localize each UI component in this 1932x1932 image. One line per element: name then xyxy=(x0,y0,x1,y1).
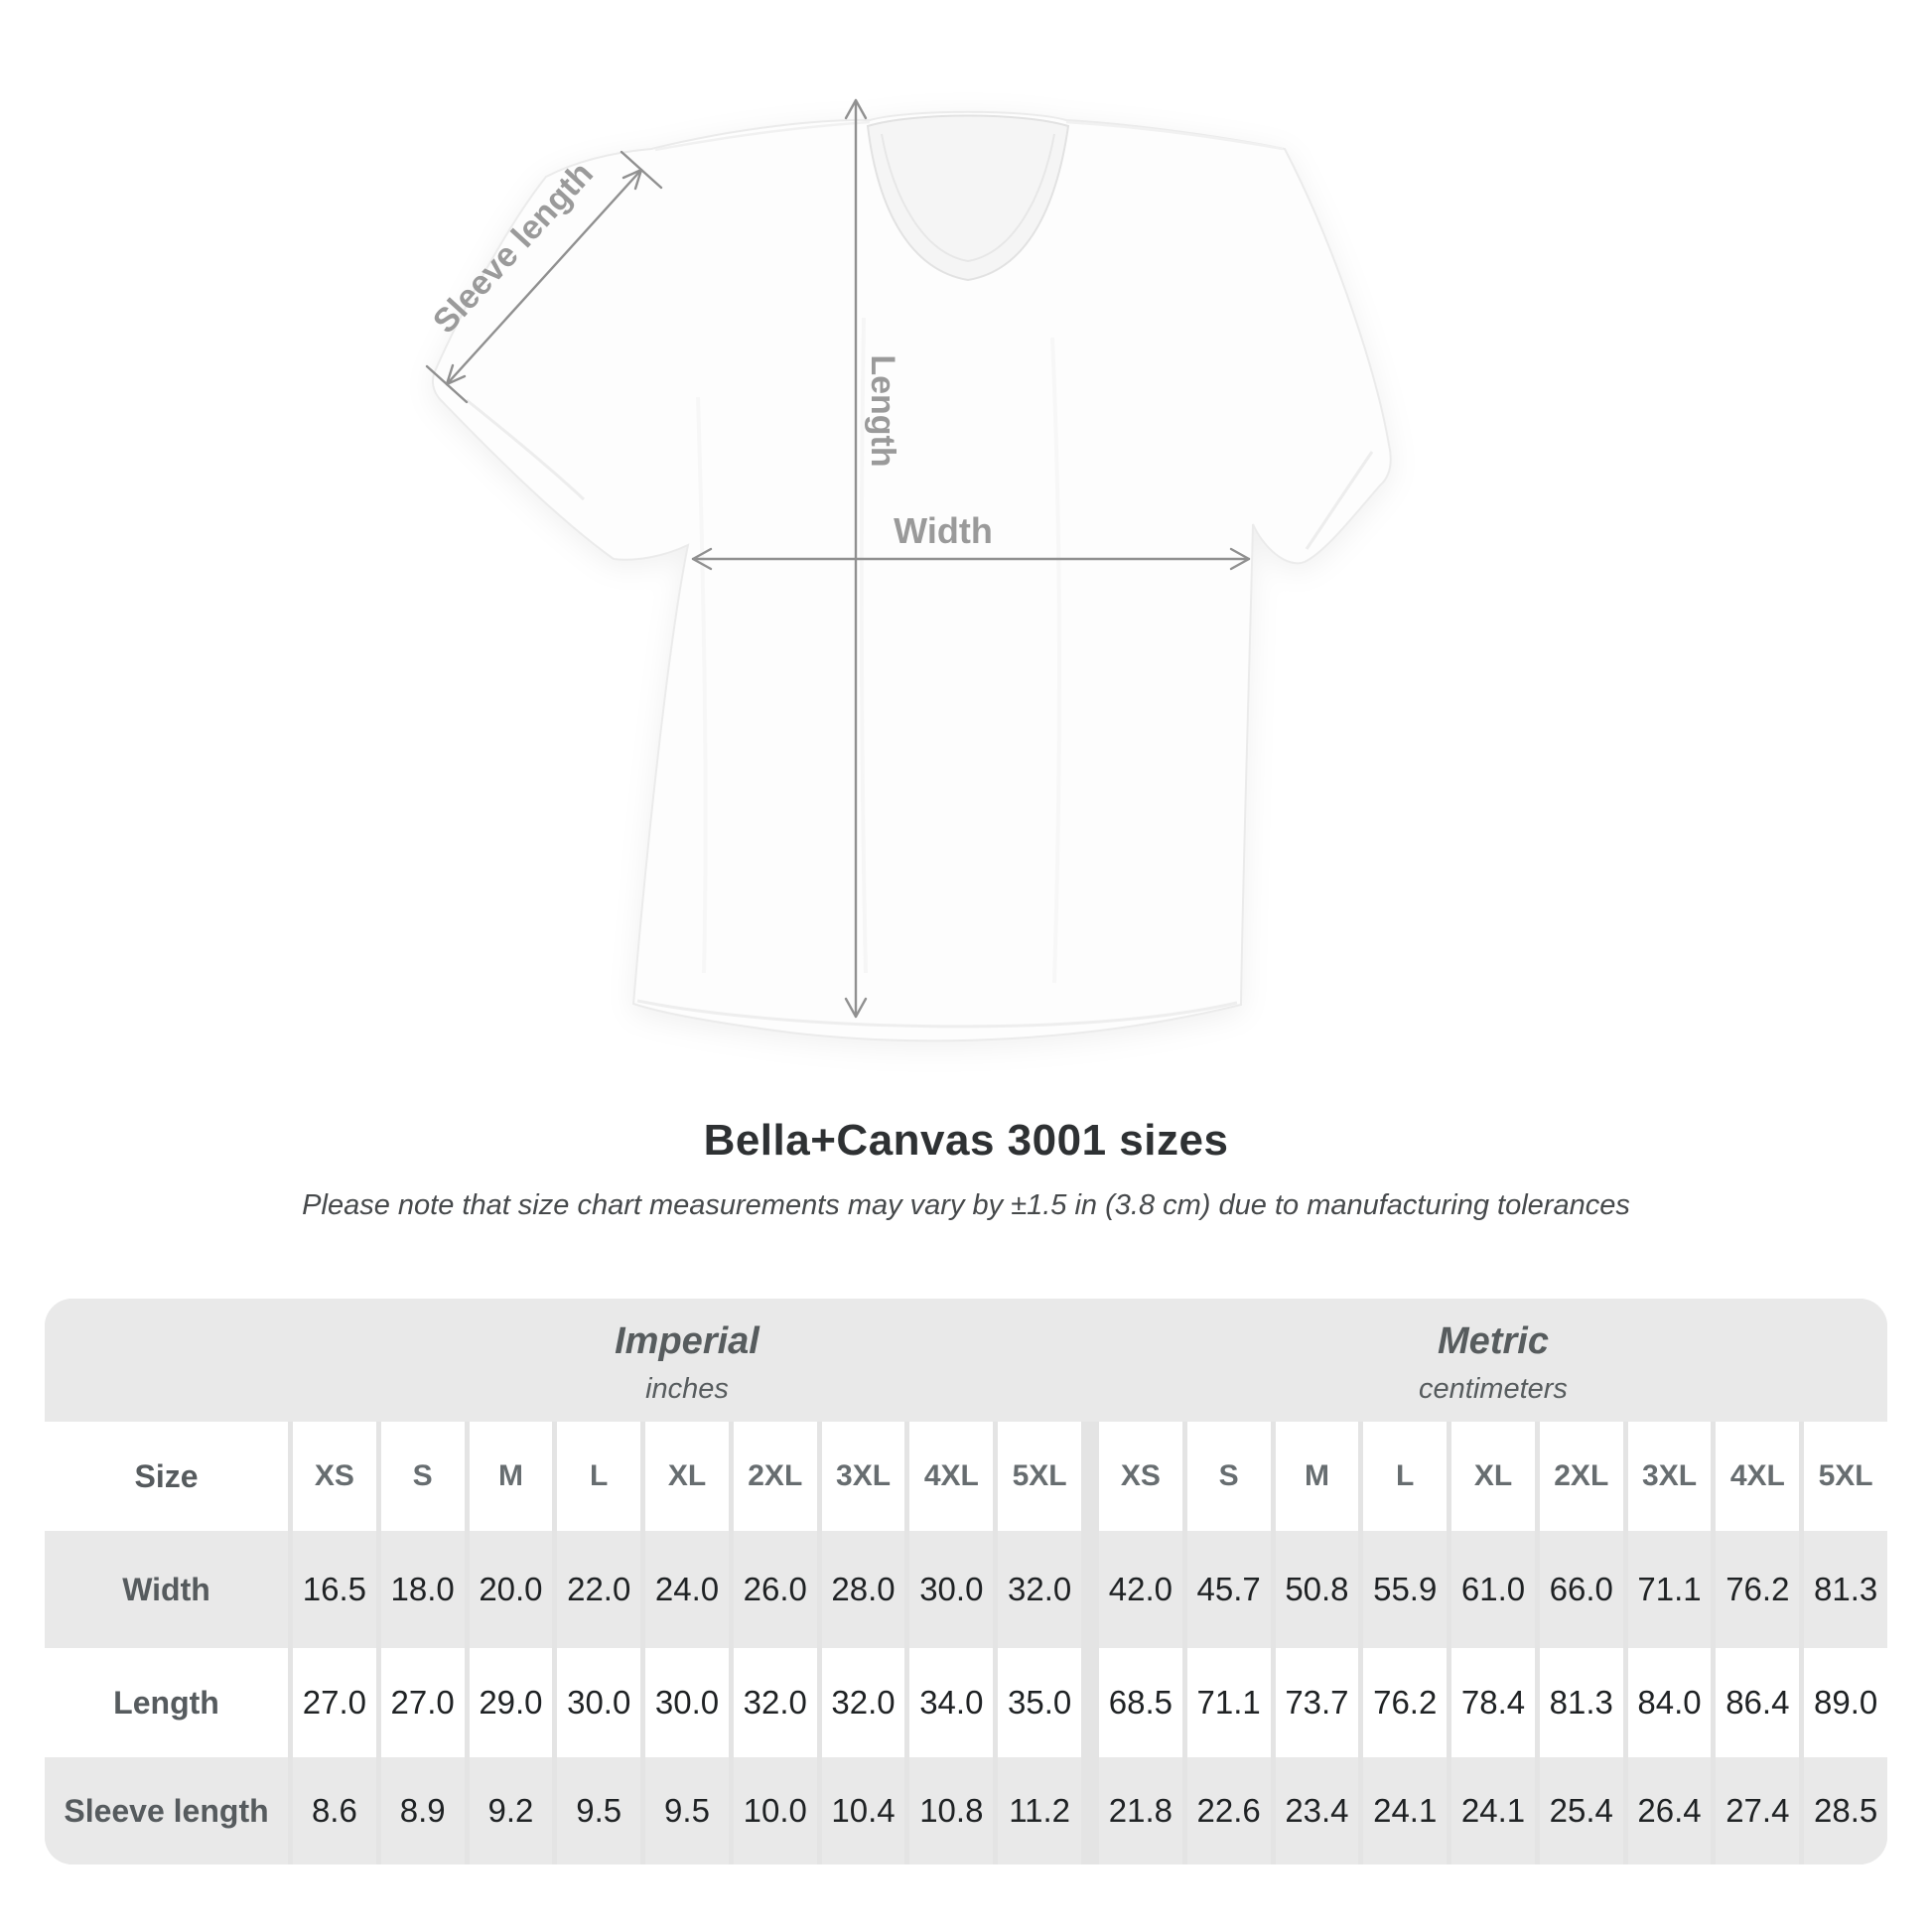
size-header-metric-s: S xyxy=(1187,1422,1271,1531)
sleeve-length-row-label: Sleeve length xyxy=(45,1757,288,1864)
length-metric-3xl: 84.0 xyxy=(1628,1648,1712,1757)
width-metric-m: 50.8 xyxy=(1276,1531,1359,1648)
size-header-metric-5xl: 5XL xyxy=(1804,1422,1887,1531)
sleeve-imperial-5xl: 11.2 xyxy=(998,1757,1081,1864)
size-header-imperial-l: L xyxy=(557,1422,640,1531)
length-row-label: Length xyxy=(45,1648,288,1757)
group-divider xyxy=(1086,1757,1094,1864)
sleeve-imperial-m: 9.2 xyxy=(470,1757,553,1864)
length-metric-xl: 78.4 xyxy=(1451,1648,1535,1757)
imperial-unit-label: inches xyxy=(645,1373,729,1405)
size-chart-table xyxy=(45,1299,1887,1864)
imperial-group-header xyxy=(293,1299,1081,1422)
sleeve-imperial-2xl: 10.0 xyxy=(734,1757,817,1864)
length-metric-l: 76.2 xyxy=(1363,1648,1447,1757)
sleeve-imperial-l: 9.5 xyxy=(557,1757,640,1864)
size-header-imperial-4xl: 4XL xyxy=(909,1422,993,1531)
size-column-header: Size xyxy=(45,1422,288,1531)
length-label: Length xyxy=(864,354,901,468)
size-header-metric-xs: XS xyxy=(1099,1422,1182,1531)
size-header-imperial-xl: XL xyxy=(645,1422,729,1531)
tolerance-note: Please note that size chart measurements may vary by ±1.5 in (3.8 cm) due to manufacturing tolerances xyxy=(302,1189,1630,1221)
sleeve-imperial-3xl: 10.4 xyxy=(822,1757,905,1864)
tshirt-body xyxy=(433,112,1391,1041)
metric-label: Metric xyxy=(1438,1320,1549,1362)
width-metric-s: 45.7 xyxy=(1187,1531,1271,1648)
width-imperial-3xl: 28.0 xyxy=(822,1531,905,1648)
length-imperial-4xl: 34.0 xyxy=(909,1648,993,1757)
group-divider xyxy=(1086,1531,1094,1648)
width-row-label: Width xyxy=(45,1531,288,1648)
width-imperial-5xl: 32.0 xyxy=(998,1531,1081,1648)
size-header-imperial-5xl: 5XL xyxy=(998,1422,1081,1531)
group-divider xyxy=(1086,1648,1094,1757)
length-imperial-s: 27.0 xyxy=(381,1648,465,1757)
sleeve-metric-4xl: 27.4 xyxy=(1716,1757,1799,1864)
sleeve-metric-s: 22.6 xyxy=(1187,1757,1271,1864)
sleeve-length-label: Sleeve length xyxy=(425,154,601,342)
length-imperial-5xl: 35.0 xyxy=(998,1648,1081,1757)
sleeve-imperial-xl: 9.5 xyxy=(645,1757,729,1864)
size-header-imperial-3xl: 3XL xyxy=(822,1422,905,1531)
sleeve-metric-3xl: 26.4 xyxy=(1628,1757,1712,1864)
length-metric-4xl: 86.4 xyxy=(1716,1648,1799,1757)
width-metric-4xl: 76.2 xyxy=(1716,1531,1799,1648)
length-metric-2xl: 81.3 xyxy=(1540,1648,1623,1757)
width-metric-2xl: 66.0 xyxy=(1540,1531,1623,1648)
width-imperial-m: 20.0 xyxy=(470,1531,553,1648)
sleeve-imperial-xs: 8.6 xyxy=(293,1757,376,1864)
page-title: Bella+Canvas 3001 sizes xyxy=(703,1116,1229,1165)
length-metric-s: 71.1 xyxy=(1187,1648,1271,1757)
sleeve-metric-l: 24.1 xyxy=(1363,1757,1447,1864)
size-header-metric-m: M xyxy=(1276,1422,1359,1531)
metric-group-header xyxy=(1099,1299,1887,1422)
sleeve-metric-m: 23.4 xyxy=(1276,1757,1359,1864)
sleeve-metric-xs: 21.8 xyxy=(1099,1757,1182,1864)
width-metric-xl: 61.0 xyxy=(1451,1531,1535,1648)
width-metric-5xl: 81.3 xyxy=(1804,1531,1887,1648)
group-divider xyxy=(1086,1422,1094,1531)
size-header-imperial-xs: XS xyxy=(293,1422,376,1531)
length-imperial-2xl: 32.0 xyxy=(734,1648,817,1757)
width-imperial-2xl: 26.0 xyxy=(734,1531,817,1648)
width-metric-xs: 42.0 xyxy=(1099,1531,1182,1648)
size-header-metric-3xl: 3XL xyxy=(1628,1422,1712,1531)
metric-unit-label: centimeters xyxy=(1419,1373,1568,1405)
size-header-imperial-2xl: 2XL xyxy=(734,1422,817,1531)
width-imperial-4xl: 30.0 xyxy=(909,1531,993,1648)
width-metric-3xl: 71.1 xyxy=(1628,1531,1712,1648)
sleeve-metric-xl: 24.1 xyxy=(1451,1757,1535,1864)
size-header-metric-4xl: 4XL xyxy=(1716,1422,1799,1531)
length-imperial-xs: 27.0 xyxy=(293,1648,376,1757)
length-imperial-l: 30.0 xyxy=(557,1648,640,1757)
size-header-metric-xl: XL xyxy=(1451,1422,1535,1531)
width-label: Width xyxy=(894,510,993,551)
size-header-metric-2xl: 2XL xyxy=(1540,1422,1623,1531)
tshirt-graphic xyxy=(433,112,1391,1041)
length-metric-xs: 68.5 xyxy=(1099,1648,1182,1757)
length-imperial-3xl: 32.0 xyxy=(822,1648,905,1757)
width-imperial-xl: 24.0 xyxy=(645,1531,729,1648)
size-header-metric-l: L xyxy=(1363,1422,1447,1531)
width-imperial-xs: 16.5 xyxy=(293,1531,376,1648)
length-metric-m: 73.7 xyxy=(1276,1648,1359,1757)
width-metric-l: 55.9 xyxy=(1363,1531,1447,1648)
sleeve-metric-2xl: 25.4 xyxy=(1540,1757,1623,1864)
width-imperial-s: 18.0 xyxy=(381,1531,465,1648)
width-imperial-l: 22.0 xyxy=(557,1531,640,1648)
length-metric-5xl: 89.0 xyxy=(1804,1648,1887,1757)
sleeve-metric-5xl: 28.5 xyxy=(1804,1757,1887,1864)
length-imperial-m: 29.0 xyxy=(470,1648,553,1757)
imperial-label: Imperial xyxy=(615,1320,759,1362)
size-header-imperial-m: M xyxy=(470,1422,553,1531)
sleeve-imperial-4xl: 10.8 xyxy=(909,1757,993,1864)
size-header-imperial-s: S xyxy=(381,1422,465,1531)
sleeve-imperial-s: 8.9 xyxy=(381,1757,465,1864)
length-imperial-xl: 30.0 xyxy=(645,1648,729,1757)
